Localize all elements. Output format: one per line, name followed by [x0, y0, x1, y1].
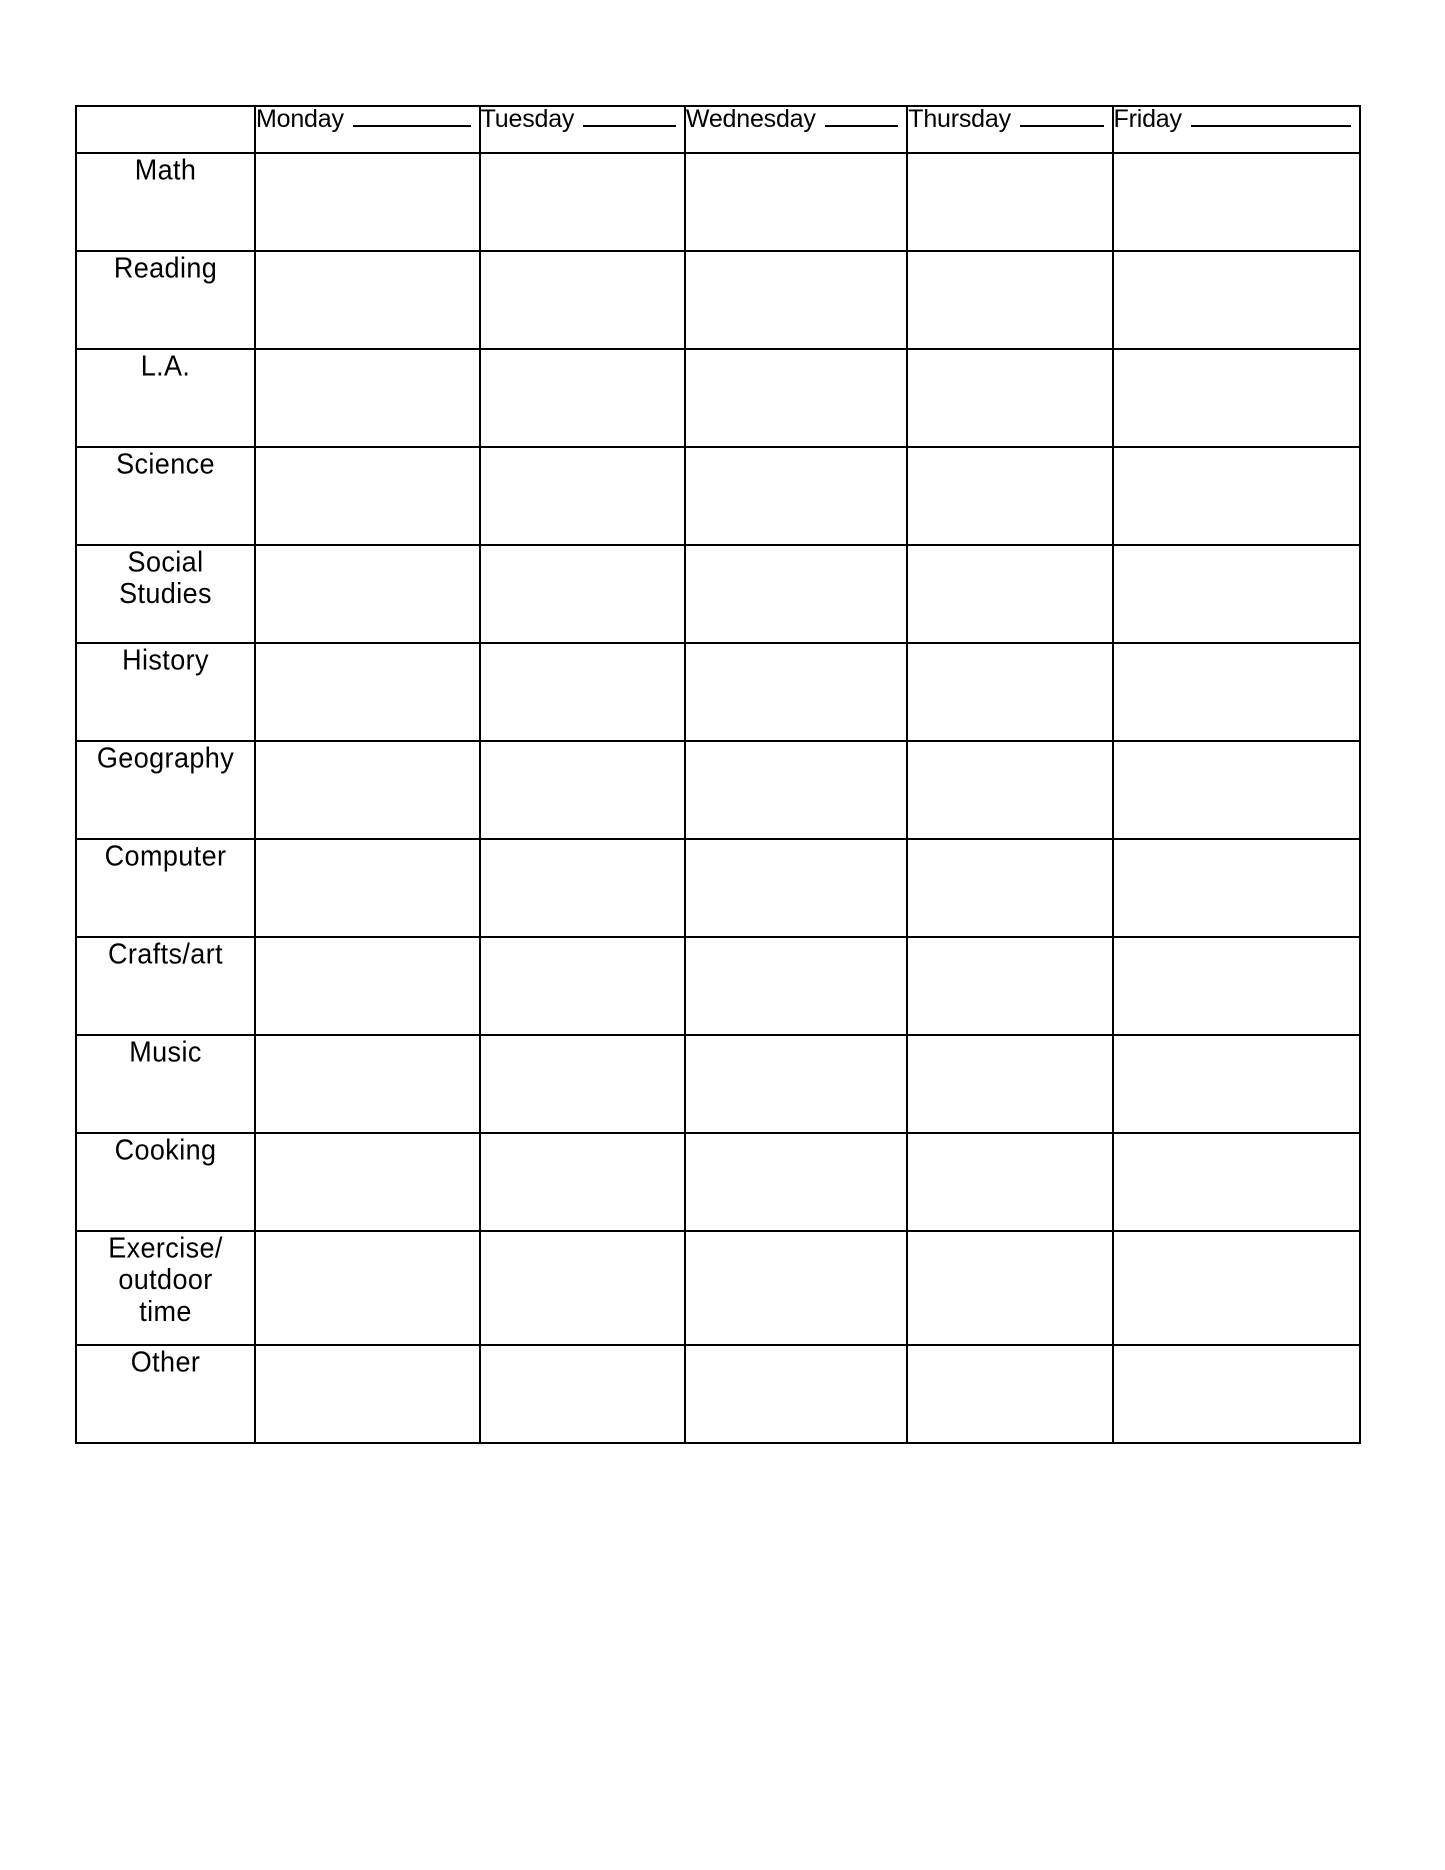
entry-cell-geography-monday[interactable] [255, 741, 480, 839]
subject-text-line: Music [129, 1036, 202, 1068]
date-blank-line-monday[interactable] [353, 108, 471, 127]
entry-cell-geography-wednesday[interactable] [685, 741, 907, 839]
entry-cell-exercise-thursday[interactable] [907, 1231, 1112, 1345]
subject-label-reading [76, 251, 255, 349]
day-header-tuesday[interactable] [480, 106, 685, 153]
entry-cell-science-wednesday[interactable] [685, 447, 907, 545]
subject-text [77, 546, 254, 610]
entry-cell-other-monday[interactable] [255, 1345, 480, 1443]
day-header-friday[interactable] [1113, 106, 1360, 153]
subject-text [77, 1232, 254, 1328]
day-header-thursday[interactable] [907, 106, 1112, 153]
subject-row-math [76, 153, 1360, 251]
subject-row-exercise [76, 1231, 1360, 1345]
entry-cell-exercise-friday[interactable] [1113, 1231, 1360, 1345]
subject-row-music [76, 1035, 1360, 1133]
entry-cell-social-studies-thursday[interactable] [907, 545, 1112, 643]
subject-label-history [76, 643, 255, 741]
entry-cell-la-friday[interactable] [1113, 349, 1360, 447]
subject-row-la [76, 349, 1360, 447]
entry-cell-computer-friday[interactable] [1113, 839, 1360, 937]
subject-label-math [76, 153, 255, 251]
entry-cell-crafts-art-thursday[interactable] [907, 937, 1112, 1035]
entry-cell-music-wednesday[interactable] [685, 1035, 907, 1133]
entry-cell-crafts-art-tuesday[interactable] [480, 937, 685, 1035]
entry-cell-other-tuesday[interactable] [480, 1345, 685, 1443]
subject-text-line: Science [116, 448, 215, 480]
entry-cell-computer-monday[interactable] [255, 839, 480, 937]
header-row [76, 106, 1360, 153]
subject-row-geography [76, 741, 1360, 839]
subject-text [77, 644, 254, 676]
entry-cell-music-tuesday[interactable] [480, 1035, 685, 1133]
day-header-inner [686, 107, 906, 132]
subject-row-cooking [76, 1133, 1360, 1231]
subject-text-line: Cooking [114, 1134, 217, 1166]
entry-cell-cooking-friday[interactable] [1113, 1133, 1360, 1231]
subject-text-line: outdoor [118, 1264, 213, 1296]
corner-cell [76, 106, 255, 153]
subject-row-other [76, 1345, 1360, 1443]
subject-label-crafts-art [76, 937, 255, 1035]
subject-text [77, 938, 254, 970]
day-label: Monday [256, 105, 344, 133]
date-blank-line-friday[interactable] [1191, 108, 1351, 127]
day-label: Thursday [908, 105, 1011, 133]
subject-text [77, 448, 254, 480]
day-header-inner [481, 107, 684, 132]
subject-text [77, 1134, 254, 1166]
entry-cell-other-thursday[interactable] [907, 1345, 1112, 1443]
subject-text [77, 154, 254, 186]
subject-text [77, 350, 254, 382]
subject-text-line: Exercise/ [108, 1232, 223, 1264]
entry-cell-cooking-wednesday[interactable] [685, 1133, 907, 1231]
subject-text-line: Geography [96, 742, 235, 774]
entry-cell-computer-thursday[interactable] [907, 839, 1112, 937]
entry-cell-la-tuesday[interactable] [480, 349, 685, 447]
entry-cell-other-wednesday[interactable] [685, 1345, 907, 1443]
entry-cell-math-thursday[interactable] [907, 153, 1112, 251]
subject-row-reading [76, 251, 1360, 349]
subject-text-line: History [122, 644, 209, 676]
entry-cell-cooking-thursday[interactable] [907, 1133, 1112, 1231]
entry-cell-music-monday[interactable] [255, 1035, 480, 1133]
entry-cell-reading-thursday[interactable] [907, 251, 1112, 349]
entry-cell-music-thursday[interactable] [907, 1035, 1112, 1133]
entry-cell-reading-wednesday[interactable] [685, 251, 907, 349]
subject-text-line: Social [127, 546, 204, 578]
day-label: Tuesday [480, 105, 575, 133]
subject-row-science [76, 447, 1360, 545]
entry-cell-science-tuesday[interactable] [480, 447, 685, 545]
entry-cell-la-wednesday[interactable] [685, 349, 907, 447]
entry-cell-exercise-wednesday[interactable] [685, 1231, 907, 1345]
subject-row-computer [76, 839, 1360, 937]
entry-cell-social-studies-friday[interactable] [1113, 545, 1360, 643]
subject-row-social-studies [76, 545, 1360, 643]
entry-cell-cooking-tuesday[interactable] [480, 1133, 685, 1231]
entry-cell-other-friday[interactable] [1113, 1345, 1360, 1443]
day-header-monday[interactable] [255, 106, 480, 153]
subject-label-science [76, 447, 255, 545]
subject-text [77, 1346, 254, 1378]
subject-label-other [76, 1345, 255, 1443]
entry-cell-history-friday[interactable] [1113, 643, 1360, 741]
entry-cell-science-thursday[interactable] [907, 447, 1112, 545]
entry-cell-computer-tuesday[interactable] [480, 839, 685, 937]
day-label: Friday [1113, 105, 1182, 133]
entry-cell-crafts-art-monday[interactable] [255, 937, 480, 1035]
entry-cell-exercise-monday[interactable] [255, 1231, 480, 1345]
day-header-inner [256, 107, 479, 132]
subject-text [77, 840, 254, 872]
day-header-inner [908, 107, 1111, 132]
subject-text-line: Crafts/art [107, 938, 224, 970]
entry-cell-math-tuesday[interactable] [480, 153, 685, 251]
subject-text-line: Math [134, 154, 197, 186]
entry-cell-social-studies-tuesday[interactable] [480, 545, 685, 643]
entry-cell-crafts-art-friday[interactable] [1113, 937, 1360, 1035]
entry-cell-math-wednesday[interactable] [685, 153, 907, 251]
subject-label-music [76, 1035, 255, 1133]
entry-cell-la-monday[interactable] [255, 349, 480, 447]
date-blank-line-tuesday[interactable] [583, 108, 676, 127]
day-label: Wednesday [685, 105, 816, 133]
subject-text-line: L.A. [140, 350, 191, 382]
entry-cell-history-tuesday[interactable] [480, 643, 685, 741]
entry-cell-history-thursday[interactable] [907, 643, 1112, 741]
entry-cell-geography-tuesday[interactable] [480, 741, 685, 839]
date-blank-line-thursday[interactable] [1020, 108, 1104, 127]
subject-row-history [76, 643, 1360, 741]
subject-text [77, 1036, 254, 1068]
subject-text-line: Reading [113, 252, 218, 284]
subject-row-crafts-art [76, 937, 1360, 1035]
entry-cell-science-friday[interactable] [1113, 447, 1360, 545]
subject-text-line: Computer [104, 840, 227, 872]
entry-cell-history-monday[interactable] [255, 643, 480, 741]
table-body [76, 153, 1360, 1443]
entry-cell-la-thursday[interactable] [907, 349, 1112, 447]
entry-cell-social-studies-monday[interactable] [255, 545, 480, 643]
entry-cell-music-friday[interactable] [1113, 1035, 1360, 1133]
subject-text-line: Studies [119, 578, 212, 610]
day-header-wednesday[interactable] [685, 106, 907, 153]
entry-cell-social-studies-wednesday[interactable] [685, 545, 907, 643]
subject-label-cooking [76, 1133, 255, 1231]
entry-cell-reading-monday[interactable] [255, 251, 480, 349]
entry-cell-geography-friday[interactable] [1113, 741, 1360, 839]
subject-text [77, 742, 254, 774]
entry-cell-math-friday[interactable] [1113, 153, 1360, 251]
entry-cell-math-monday[interactable] [255, 153, 480, 251]
entry-cell-history-wednesday[interactable] [685, 643, 907, 741]
date-blank-line-wednesday[interactable] [825, 108, 899, 127]
entry-cell-geography-thursday[interactable] [907, 741, 1112, 839]
entry-cell-science-monday[interactable] [255, 447, 480, 545]
subject-text-line: Other [130, 1346, 201, 1378]
table-header [76, 106, 1360, 153]
subject-label-exercise [76, 1231, 255, 1345]
subject-label-la [76, 349, 255, 447]
subject-text [77, 252, 254, 284]
entry-cell-crafts-art-wednesday[interactable] [685, 937, 907, 1035]
subject-label-geography [76, 741, 255, 839]
entry-cell-computer-wednesday[interactable] [685, 839, 907, 937]
weekly-schedule-table [75, 105, 1361, 1444]
subject-label-computer [76, 839, 255, 937]
entry-cell-reading-friday[interactable] [1113, 251, 1360, 349]
subject-label-social-studies [76, 545, 255, 643]
entry-cell-cooking-monday[interactable] [255, 1133, 480, 1231]
subject-text-line: time [139, 1296, 192, 1328]
day-header-inner [1114, 107, 1359, 132]
entry-cell-reading-tuesday[interactable] [480, 251, 685, 349]
entry-cell-exercise-tuesday[interactable] [480, 1231, 685, 1345]
